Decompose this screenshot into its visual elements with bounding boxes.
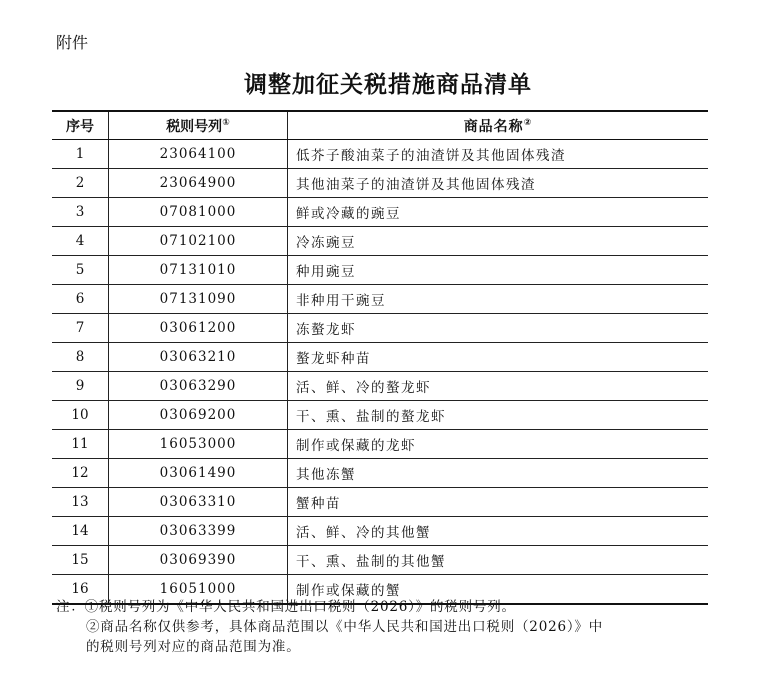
row-index: 13 bbox=[52, 488, 109, 517]
row-index: 6 bbox=[52, 285, 109, 314]
header-tariff-code bbox=[109, 111, 288, 140]
row-name: 冷冻豌豆 bbox=[288, 227, 709, 256]
row-name: 螯龙虾种苗 bbox=[288, 343, 709, 372]
footnotes bbox=[56, 597, 603, 657]
row-index: 1 bbox=[52, 140, 109, 169]
table-row bbox=[52, 198, 708, 227]
row-tariff-code: 03063210 bbox=[109, 343, 288, 372]
row-name: 活、鲜、冷的其他蟹 bbox=[288, 517, 709, 546]
table-row bbox=[52, 517, 708, 546]
row-name: 其他油菜子的油渣饼及其他固体残渣 bbox=[288, 169, 709, 198]
footnote-line-1: 注：①税则号列为《中华人民共和国进出口税则（2026）》的税则号列。 bbox=[56, 599, 516, 615]
row-index: 5 bbox=[52, 256, 109, 285]
row-name: 鲜或冷藏的豌豆 bbox=[288, 198, 709, 227]
table-row bbox=[52, 314, 708, 343]
row-tariff-code: 23064900 bbox=[109, 169, 288, 198]
row-name: 冻螯龙虾 bbox=[288, 314, 709, 343]
table-row bbox=[52, 488, 708, 517]
row-tariff-code: 16051000 bbox=[109, 575, 288, 605]
row-name: 其他冻蟹 bbox=[288, 459, 709, 488]
row-index: 4 bbox=[52, 227, 109, 256]
row-tariff-code: 03063310 bbox=[109, 488, 288, 517]
row-index: 12 bbox=[52, 459, 109, 488]
row-index: 15 bbox=[52, 546, 109, 575]
row-tariff-code: 03069390 bbox=[109, 546, 288, 575]
table-row bbox=[52, 459, 708, 488]
header-name bbox=[288, 111, 709, 140]
footnote-mark-2: ② bbox=[523, 117, 533, 128]
table-row bbox=[52, 169, 708, 198]
table-row bbox=[52, 546, 708, 575]
footnote-line-2: ②商品名称仅供参考，具体商品范围以《中华人民共和国进出口税则（2026）》中 bbox=[86, 619, 604, 635]
attachment-label: 附件 bbox=[56, 33, 89, 52]
row-tariff-code: 07102100 bbox=[109, 227, 288, 256]
row-name: 活、鲜、冷的螯龙虾 bbox=[288, 372, 709, 401]
row-name: 非种用干豌豆 bbox=[288, 285, 709, 314]
row-index: 8 bbox=[52, 343, 109, 372]
row-tariff-code: 07131010 bbox=[109, 256, 288, 285]
table-row bbox=[52, 401, 708, 430]
header-index: 序号 bbox=[52, 111, 109, 140]
table-row bbox=[52, 430, 708, 459]
table-row bbox=[52, 372, 708, 401]
row-index: 3 bbox=[52, 198, 109, 227]
row-name: 制作或保藏的龙虾 bbox=[288, 430, 709, 459]
row-index: 11 bbox=[52, 430, 109, 459]
commodity-table bbox=[52, 110, 708, 605]
row-tariff-code: 23064100 bbox=[109, 140, 288, 169]
row-tariff-code: 03061490 bbox=[109, 459, 288, 488]
row-tariff-code: 03069200 bbox=[109, 401, 288, 430]
row-index: 2 bbox=[52, 169, 109, 198]
row-tariff-code: 03061200 bbox=[109, 314, 288, 343]
table-row bbox=[52, 140, 708, 169]
row-tariff-code: 16053000 bbox=[109, 430, 288, 459]
table-row bbox=[52, 256, 708, 285]
document-title: 调整加征关税措施商品清单 bbox=[244, 72, 532, 98]
table-row bbox=[52, 285, 708, 314]
footnote-line-3: 的税则号列对应的商品范围为准。 bbox=[86, 639, 301, 655]
row-name: 制作或保藏的蟹 bbox=[288, 575, 709, 605]
header-name-label: 商品名称 bbox=[463, 118, 524, 135]
header-tariff-code-label: 税则号列 bbox=[166, 118, 223, 135]
row-tariff-code: 03063290 bbox=[109, 372, 288, 401]
row-tariff-code: 03063399 bbox=[109, 517, 288, 546]
row-name: 种用豌豆 bbox=[288, 256, 709, 285]
footnote-mark-1: ① bbox=[222, 117, 230, 128]
table-header-row bbox=[52, 111, 708, 140]
row-index: 16 bbox=[52, 575, 109, 605]
row-index: 7 bbox=[52, 314, 109, 343]
row-index: 14 bbox=[52, 517, 109, 546]
row-tariff-code: 07131090 bbox=[109, 285, 288, 314]
table-row bbox=[52, 343, 708, 372]
row-name: 干、熏、盐制的其他蟹 bbox=[288, 546, 709, 575]
row-name: 低芥子酸油菜子的油渣饼及其他固体残渣 bbox=[288, 140, 709, 169]
table-row bbox=[52, 227, 708, 256]
row-tariff-code: 07081000 bbox=[109, 198, 288, 227]
row-name: 蟹种苗 bbox=[288, 488, 709, 517]
row-index: 9 bbox=[52, 372, 109, 401]
row-name: 干、熏、盐制的螯龙虾 bbox=[288, 401, 709, 430]
row-index: 10 bbox=[52, 401, 109, 430]
